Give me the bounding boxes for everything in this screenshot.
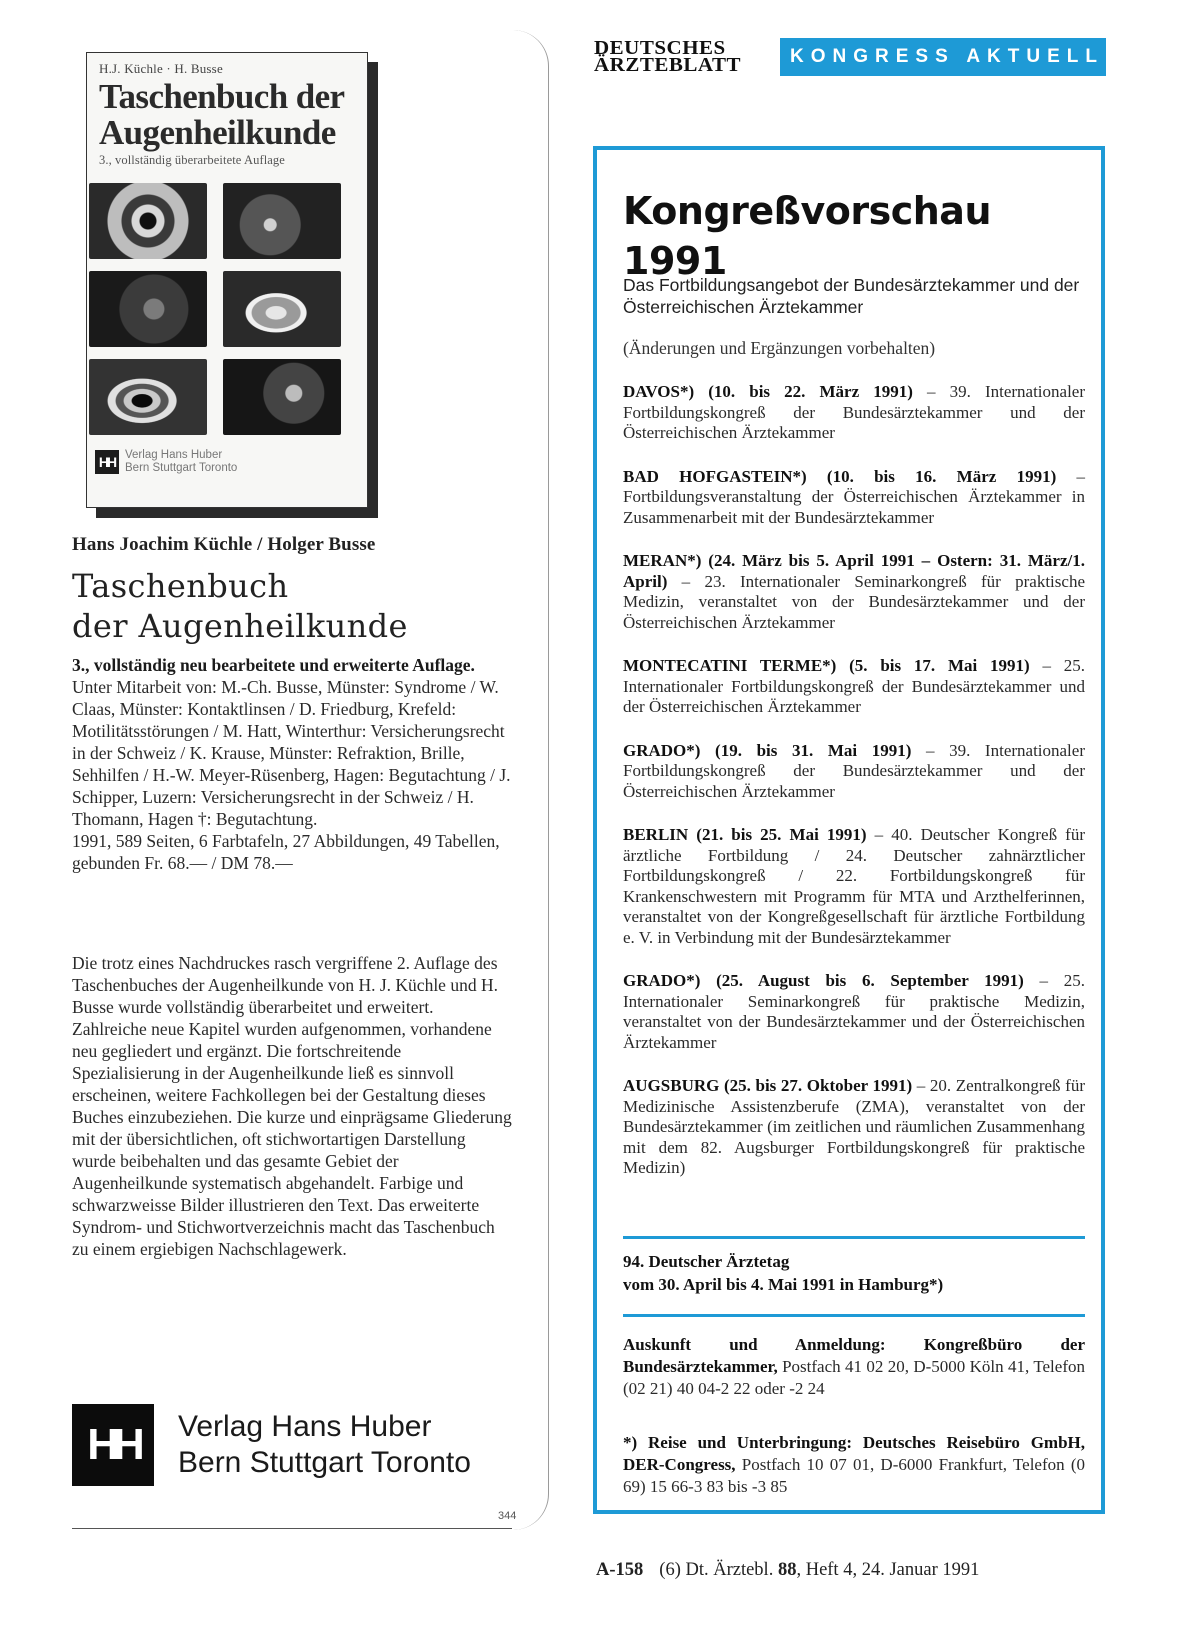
ad-page-number: 344: [498, 1510, 517, 1522]
event-head: BAD HOFGASTEIN*) (10. bis 16. März 1991): [623, 466, 1057, 486]
event-text: – 25. Internationaler Fortbildungskongreß der Bundesärztekammer und der Österreichischen Ärztekammer: [623, 656, 1085, 716]
ad-title-line1: Taschenbuch: [72, 567, 289, 605]
eye-photo: [223, 271, 341, 347]
eye-photo: [89, 183, 207, 259]
cover-publisher-text: [125, 449, 237, 475]
travel-info: [623, 1432, 1085, 1498]
publisher-logo-icon: HH: [72, 1404, 154, 1486]
congress-event-list: [623, 382, 1085, 1202]
cover-title: [99, 79, 357, 151]
congress-event: [623, 656, 1085, 718]
congress-divider: [623, 1236, 1085, 1239]
congress-title: Kongreßvorschau 1991: [623, 189, 991, 283]
event-text: – 25. Internationaler Seminarkongreß für praktische Medizin, veranstaltet von der Bundesärztekammer und der Österreichischen Ärztekammer: [623, 971, 1086, 1052]
contact-text: Postfach 41 02 20, D-5000 Köln 41, Telefon (02 21) 40 04-2 22 oder -2 24: [623, 1357, 1085, 1398]
section-badge: KONGRESS AKTUELL: [780, 38, 1106, 76]
ad-publisher: [72, 1404, 471, 1486]
page-footer: [596, 1560, 979, 1581]
ad-details: 1991, 589 Seiten, 6 Farbtafeln, 27 Abbildungen, 49 Tabellen, gebunden Fr. 68.— / DM 78.—: [72, 831, 500, 873]
congress-preview-box: [593, 146, 1105, 1514]
cover-publisher-line1: Verlag Hans Huber: [125, 449, 223, 461]
congress-event: [623, 382, 1085, 444]
aerztetag-line2: vom 30. April bis 4. Mai 1991 in Hamburg*): [623, 1275, 944, 1294]
ad-meta: [72, 654, 512, 874]
ad-title-line2: der Augenheilkunde: [72, 607, 408, 645]
event-text: – 23. Internationaler Seminarkongreß für praktische Medizin, veranstaltet von der Bundesärztekammer und der Österreichischen Ärztekammer: [623, 571, 1085, 632]
journal-logo-line1: DEUTSCHES: [594, 36, 726, 59]
event-head: AUGSBURG (25. bis 27. Oktober 1991): [623, 1076, 913, 1095]
aerztetag-notice: [623, 1250, 1085, 1296]
cover-authors: H.J. Küchle · H. Busse: [99, 61, 223, 76]
book-cover: [86, 52, 368, 508]
event-head: MERAN*) (24. März bis 5. April 1991 – Ostern: 31. März/1. April): [623, 551, 1085, 591]
aerztetag-line1: 94. Deutscher Ärztetag: [623, 1252, 790, 1271]
contact-label: Auskunft und Anmeldung: Kongreßbüro der Bundesärztekammer,: [623, 1335, 1085, 1376]
ad-publisher-line1: Verlag Hans Huber: [178, 1410, 432, 1443]
congress-divider: [623, 1314, 1085, 1317]
cover-publisher-line2: Bern Stuttgart Toronto: [125, 462, 238, 474]
cover-publisher: [95, 449, 237, 475]
ad-publisher-text: [178, 1409, 471, 1481]
fundus-photo: [223, 359, 341, 435]
volume-number: 88: [777, 1560, 797, 1580]
congress-subtitle: Das Fortbildungsangebot der Bundesärztekammer und der Österreichischen Ärztekammer: [623, 275, 1080, 317]
congress-event: [623, 467, 1085, 529]
eye-photo: [89, 359, 207, 435]
travel-label: *) Reise und Unterbringung: Deutsches Reisebüro GmbH, DER-Congress,: [623, 1433, 1085, 1474]
event-head: DAVOS*) (10. bis 22. März 1991): [623, 382, 913, 401]
cover-photo-grid: [89, 183, 359, 435]
citation-post: , Heft 4, 24. Januar 1991: [796, 1560, 980, 1580]
ad-edition: 3., vollständig neu bearbeitete und erweiterte Auflage.: [72, 655, 475, 675]
cover-edition: 3., vollständig überarbeitete Auflage: [99, 153, 285, 167]
ad-contributors: Unter Mitarbeit von: M.-Ch. Busse, Münster: Syndrome / W. Claas, Münster: Kontaktlinsen / D. Friedburg, Krefeld: Motilitätsstörungen / M. Hatt, Winterthur: Versicherungsrecht in der Schweiz / K. Krause, Münster: Refraktion, Brille, Sehhilfen / H.-W. Meyer-Rüsenberg, Hagen: Begutachtung / J. Schipper, Luzern: Versicherungsrecht in der Schweiz / H. Thomann, Hagen †: Begutachtung.: [72, 677, 511, 829]
congress-event: [623, 971, 1085, 1053]
event-head: GRADO*) (19. bis 31. Mai 1991): [623, 740, 912, 760]
event-text: – 39. Internationaler Fortbildungskongreß der Bundesärztekammer und der Österreichischen Ärztekammer: [623, 740, 1085, 801]
citation-pre: (6) Dt. Ärztebl.: [659, 1560, 778, 1580]
event-head: MONTECATINI TERME*) (5. bis 17. Mai 1991): [623, 656, 1030, 675]
event-text: – 20. Zentralkongreß für Medizinische Assistenzberufe (ZMA), veranstaltet von der Bundesärztekammer (im zeitlichen und räumlichen Zusammenhang mit dem 82. Augsburger Fortbildungskongreß für praktische Medizin): [623, 1076, 1085, 1177]
contact-info: [623, 1334, 1085, 1400]
event-text: – 40. Deutscher Kongreß für ärztliche Fortbildung / 24. Deutscher zahnärztlicher Fortbildungskongreß / 22. Fortbildungskongreß für Krankenschwestern mit Programm für MTA und Arzthelferinnen, veranstaltet von der Kongreßgesellschaft für ärztliche Fortbildung e. V. in Verbindung mit der Bundesärztekammer: [623, 825, 1085, 947]
ad-title: [72, 566, 408, 646]
event-text: – 39. Internationaler Fortbildungskongreß der Bundesärztekammer und der Österreichischen Ärztekammer: [623, 382, 1085, 442]
cover-title-line2: Augenheilkunde: [99, 113, 336, 152]
event-head: BERLIN (21. bis 25. Mai 1991): [623, 825, 867, 844]
fundus-photo: [223, 183, 341, 259]
journal-logo-line2: ÄRZTEBLATT: [594, 53, 741, 76]
publisher-logo-icon: HH: [95, 450, 119, 474]
congress-event: [623, 551, 1085, 633]
ad-description: Die trotz eines Nachdruckes rasch vergriffene 2. Auflage des Taschenbuches der Augenheilkunde von H. J. Küchle und H. Busse wurde vollständig überarbeitet und erweitert. Zahlreiche neue Kapitel wurden aufgenommen, vorhandene neu gegliedert und ergänzt. Die fortschreitende Spezialisierung in der Augenheilkunde ließ es sinnvoll erscheinen, weitere Fachkollegen bei der Gestaltung dieses Buches einzubeziehen. Die kurze und einprägsame Gliederung mit der übersichtlichen, oft stichwortartigen Darstellung wurde beibehalten und das gesamte Gebiet der Augenheilkunde systematisch abgehandelt. Farbige und schwarzweisse Bilder illustrieren den Text. Das erweiterte Syndrom- und Stichwortverzeichnis macht das Taschenbuch zu einem ergiebigen Nachschlagewerk.: [72, 953, 512, 1259]
congress-note: (Änderungen und Ergänzungen vorbehalten): [623, 338, 936, 358]
cover-title-line1: Taschenbuch der: [99, 77, 345, 116]
congress-event: [623, 825, 1085, 948]
page-code: A-158: [596, 1560, 644, 1580]
ad-publisher-line2: Bern Stuttgart Toronto: [178, 1446, 471, 1479]
congress-event: [623, 1076, 1085, 1179]
ad-authors: Hans Joachim Küchle / Holger Busse: [72, 534, 376, 555]
ad-bottom-rule: [72, 1528, 512, 1529]
event-text: – Fortbildungsveranstaltung der Österreichischen Ärztekammer in Zusammenarbeit mit der Bundesärztekammer: [623, 466, 1085, 527]
event-head: GRADO*) (25. August bis 6. September 1991): [623, 971, 1024, 990]
journal-logo: [594, 36, 741, 76]
fundus-photo: [89, 271, 207, 347]
congress-event: [623, 741, 1085, 803]
travel-text: Postfach 10 07 01, D-6000 Frankfurt, Telefon (0 69) 15 66-3 83 bis -3 85: [623, 1455, 1085, 1496]
